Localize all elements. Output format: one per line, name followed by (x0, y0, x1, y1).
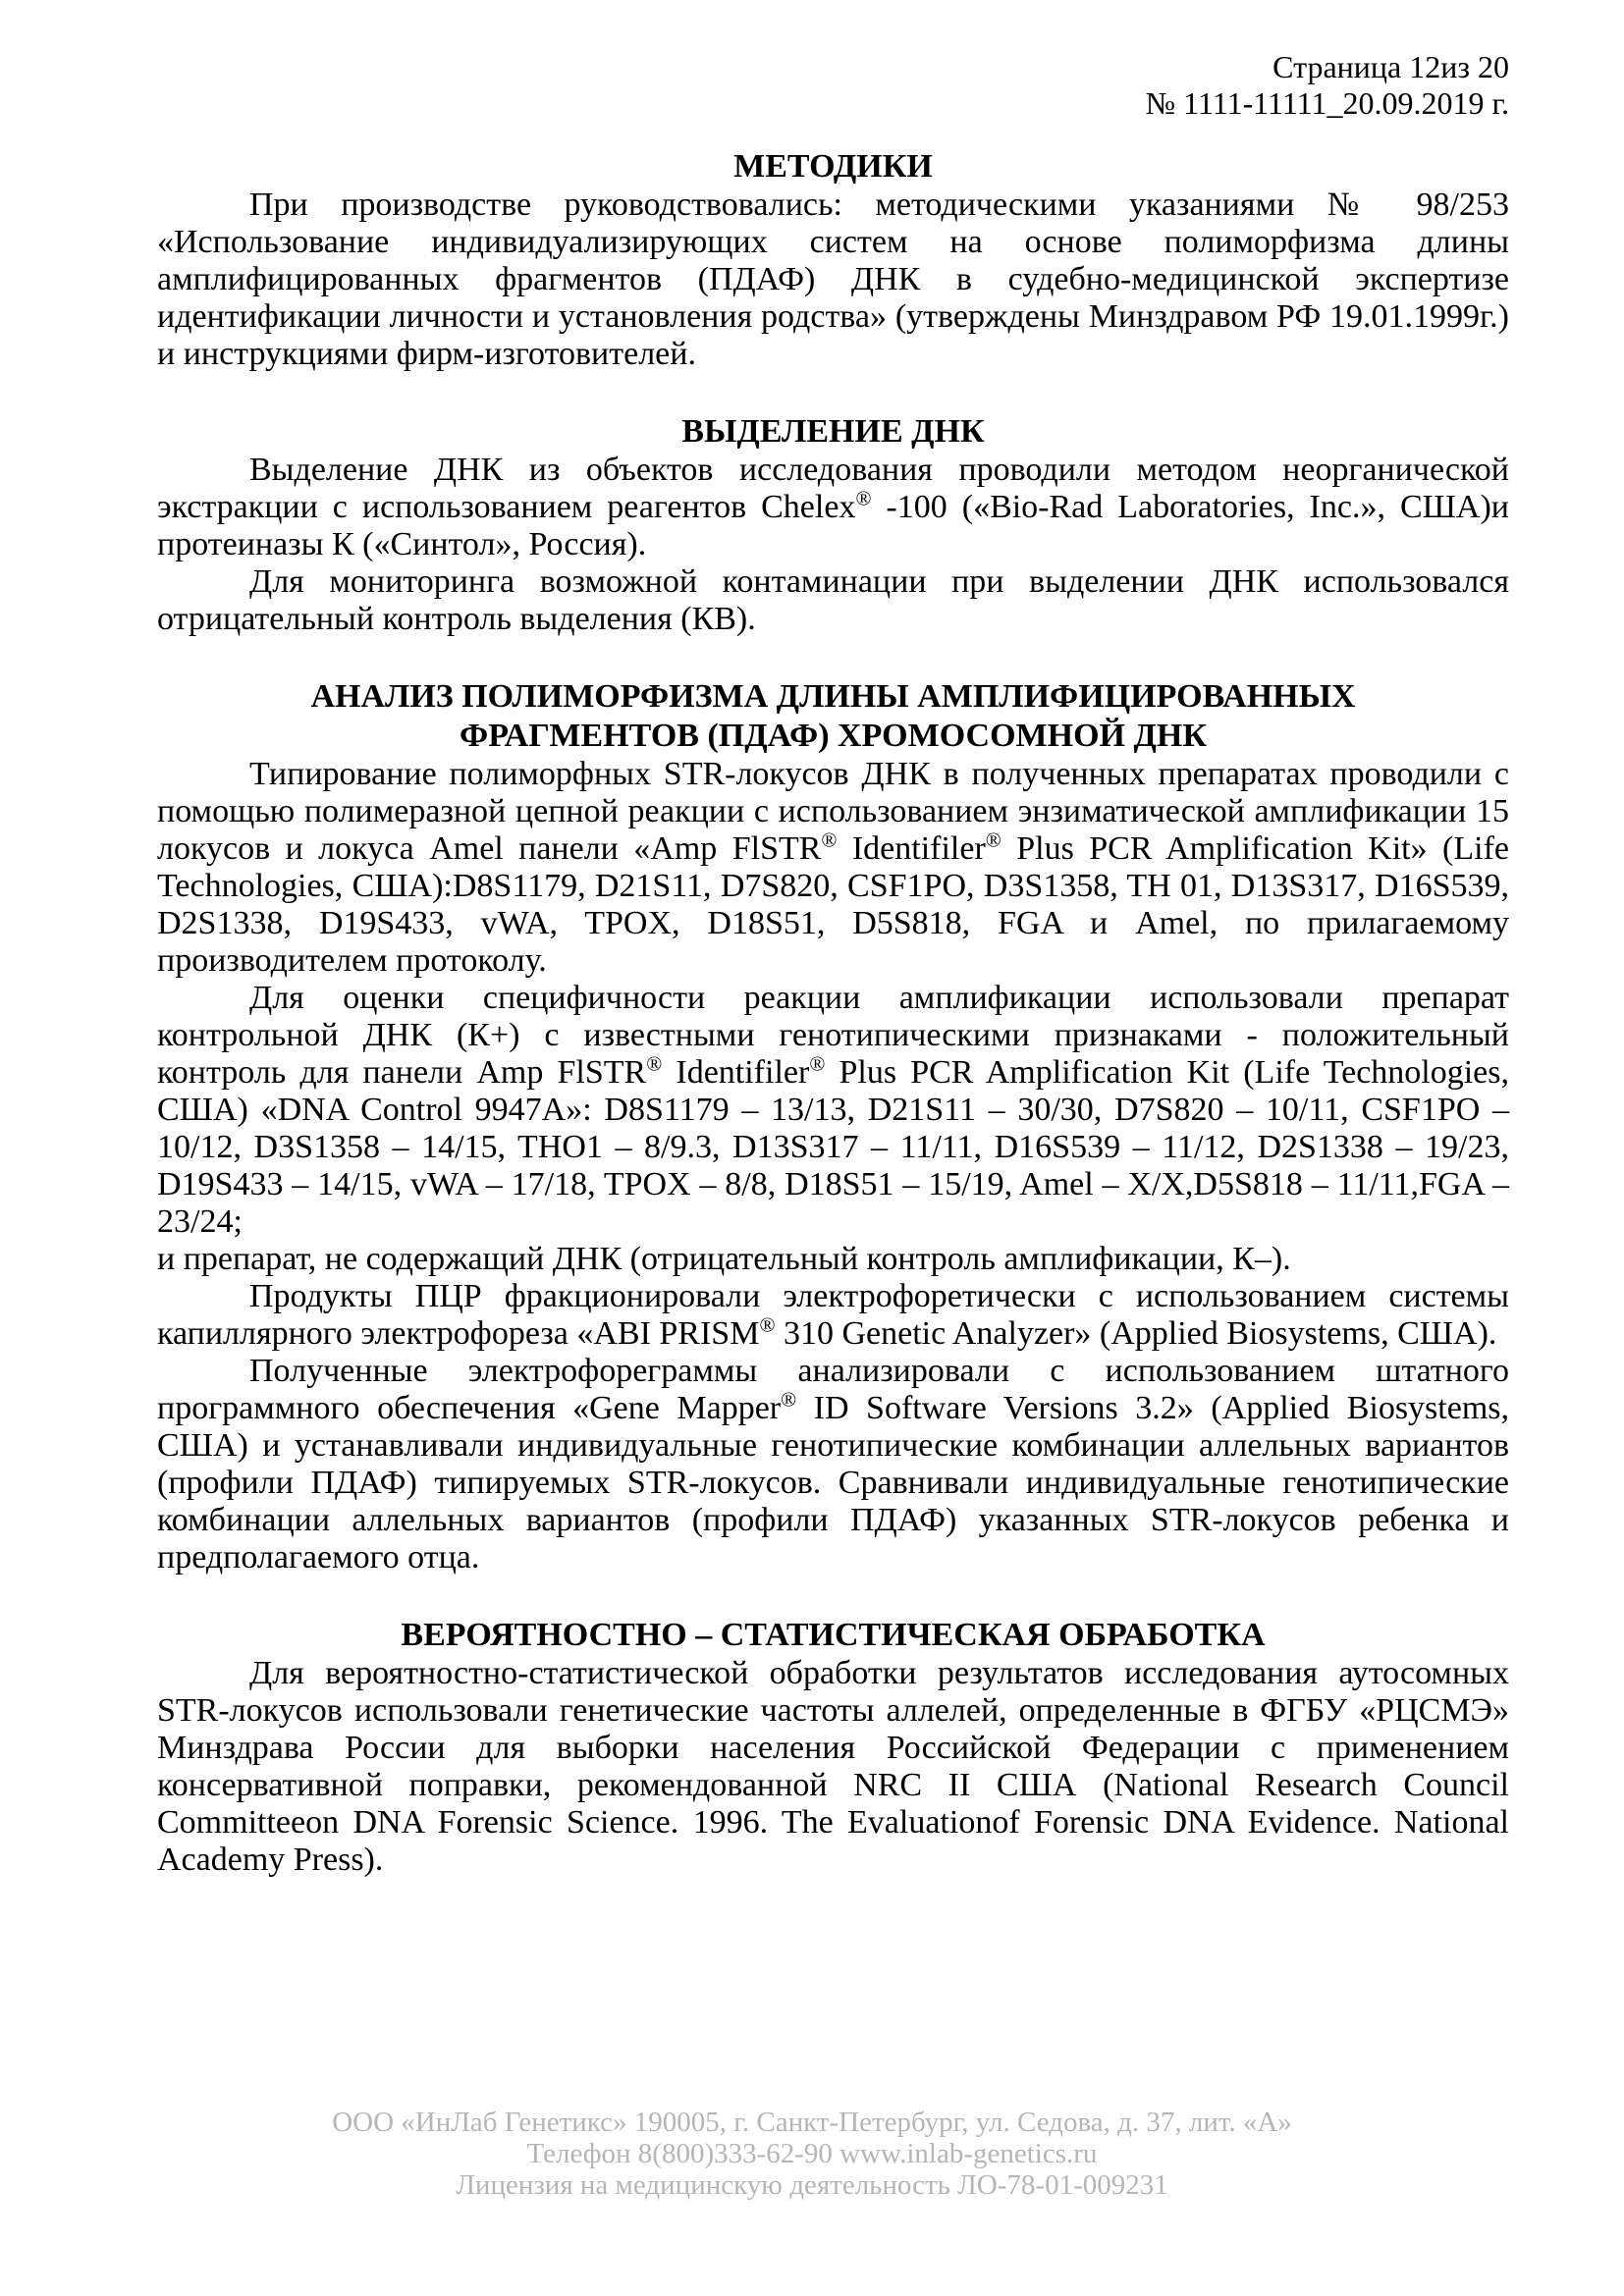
paragraph-statistics: Для вероятностно-статистической обработки результатов исследования аутосомных STR-локусов использовали генетические частоты аллелей, определенные в ФГБУ «РЦСМЭ» Минздрава России для выборки населения Российской Федерации с применением консервативной поправки, рекомендованной NRC II США (National Research Council Committeeon DNA Forensic Science. 1996. The Evaluationof Forensic DNA Evidence. National Academy Press). (157, 1655, 1509, 1878)
paragraph-methods-intro: При производстве руководствовались: методическими указаниями № 98/253 «Использование индивидуализирующих систем на основе полиморфизма длины амплифицированных фрагментов (ПДАФ) ДНК в судебно-медицинской экспертизе идентификации личности и установления родства» (утверждены Минздравом РФ 19.01.1999г.) и инструкциями фирм-изготовителей. (157, 187, 1509, 372)
page-counter: Страница 12из 20 (1272, 49, 1509, 84)
page-footer (0, 2107, 1624, 2201)
section-title-methods: МЕТОДИКИ (733, 148, 933, 185)
section-title-dna-extraction: ВЫДЕЛЕНИЕ ДНК (681, 413, 985, 450)
paragraph-negative-control: и препарат, не содержащий ДНК (отрицательный контроль амплификации, К–). (157, 1241, 1291, 1277)
paragraph-electropherogram-analysis: Полученные электрофореграммы анализировали с использованием штатного программного обеспечения «Gene Mapper® ID Software Versions 3.2» (Applied Biosystems, США) и устанавливали индивидуальные генотипические комбинации аллельных вариантов (профили ПДАФ) типируемых STR-локусов. Сравнивали индивидуальные генотипические комбинации аллельных вариантов (профили ПДАФ) указанных STR-локусов ребенка и предполагаемого отца. (157, 1353, 1509, 1575)
paragraph-extraction-control: Для мониторинга возможной контаминации при выделении ДНК использовался отрицательный контроль выделения (КВ). (157, 563, 1509, 637)
doc-number: № 1111-11111_20.09.2019 г. (1145, 85, 1509, 121)
section-title-pdaf-analysis (157, 677, 1509, 756)
paragraph-extraction-method: Выделение ДНК из объектов исследования проводили методом неорганической экстракции с использованием реагентов Chelex® -100 («Bio-Rad Laboratories, Inc.», США)и протеиназы К («Синтол», Россия). (157, 452, 1509, 562)
paragraph-str-typing: Типирование полиморфных STR-локусов ДНК в полученных препаратах проводили с помощью полимеразной цепной реакции с использованием энзиматической амплификации 15 локусов и локуса Amel панели «Amp FlSTR® Identifiler® Plus PCR Amplification Kit» (Life Technologies, США):D8S1179, D21S11, D7S820, CSF1PO, D3S1358, TH 01, D13S317, D16S539, D2S1338, D19S433, vWA, TPOX, D18S51, D5S818, FGA и Amel, по прилагаемому производителем протоколу. (157, 756, 1509, 979)
section-title-statistics: ВЕРОЯТНОСТНО – СТАТИСТИЧЕСКАЯ ОБРАБОТКА (401, 1617, 1266, 1653)
pdaf-title-line2: ФРАГМЕНТОВ (ПДАФ) ХРОМОСОМНОЙ ДНК (460, 718, 1207, 754)
paragraph-positive-control: Для оценки специфичности реакции амплификации использовали препарат контрольной ДНК (К+) с известными генотипическими признаками - положительный контроль для панели Amp FlSTR® Identifiler® Plus PCR Amplification Kit (Life Technologies, США) «DNA Control 9947A»: D8S1179 – 13/13, D21S11 – 30/30, D7S820 – 10/11, CSF1PO – 10/12, D3S1358 – 14/15, THO1 – 8/9.3, D13S317 – 11/11, D16S539 – 11/12, D2S1338 – 19/23, D19S433 – 14/15, vWA – 17/18, TPOX – 8/8, D18S51 – 15/19, Amel – X/X,D5S818 – 11/11,FGA – 23/24; (157, 980, 1509, 1240)
doc-header (157, 49, 1509, 122)
footer-company: ООО «ИнЛаб Генетикс» 190005, г. Санкт-Петербург, ул. Седова, д. 37, лит. «А» (332, 2107, 1292, 2138)
footer-phone: Телефон 8(800)333-62-90 www.inlab-genetics.ru (526, 2138, 1098, 2169)
paragraph-pcr-electrophoresis: Продукты ПЦР фракционировали электрофоретически с использованием системы капиллярного электрофореза «ABI PRISM® 310 Genetic Analyzer» (Applied Biosystems, США). (157, 1278, 1509, 1352)
footer-license: Лицензия на медицинскую деятельность ЛО-78-01-009231 (456, 2169, 1168, 2201)
pdaf-title-line1: АНАЛИЗ ПОЛИМОРФИЗМА ДЛИНЫ АМПЛИФИЦИРОВАННЫХ (310, 678, 1356, 715)
